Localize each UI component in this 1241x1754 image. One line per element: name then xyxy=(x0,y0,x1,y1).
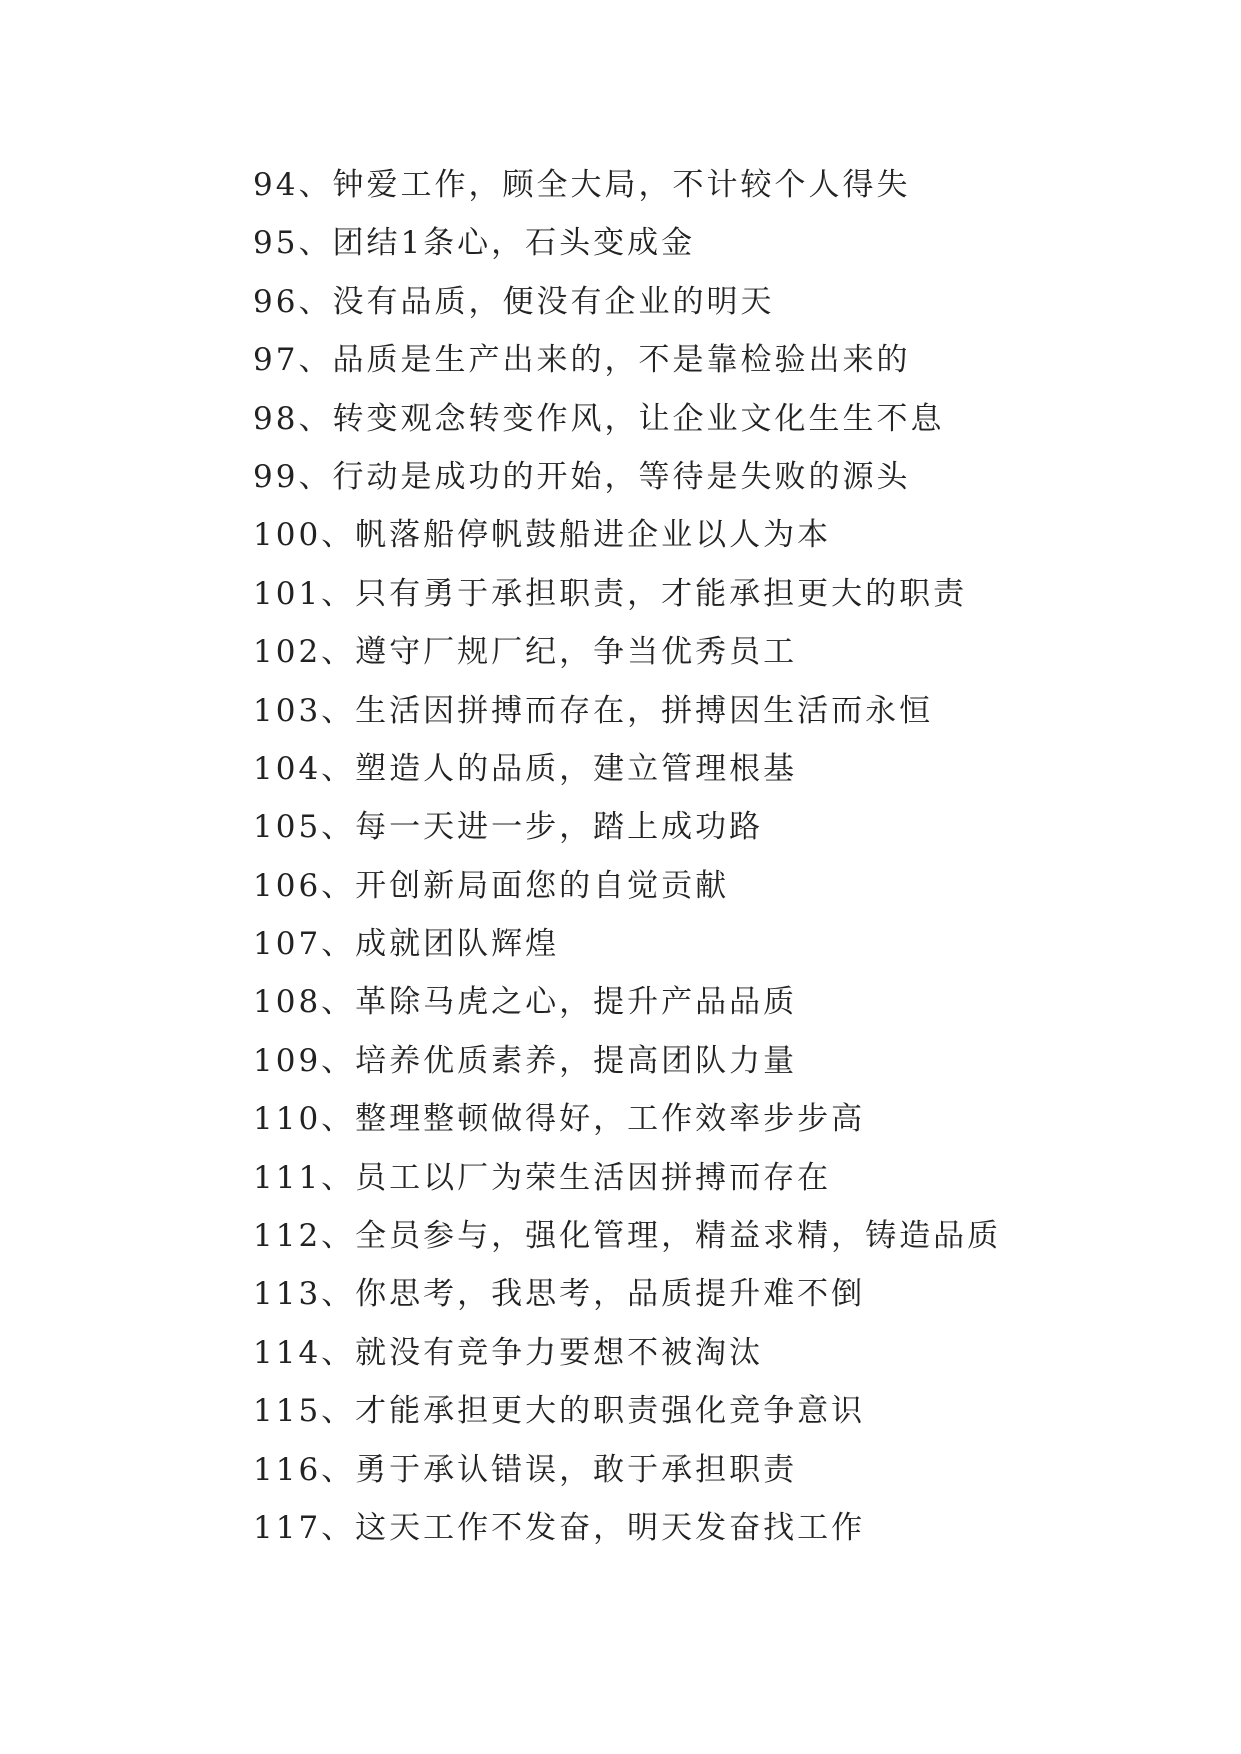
slogan-line-98: 98、转变观念转变作风，让企业文化生生不息 xyxy=(253,400,945,437)
slogan-line-109: 109、培养优质素养，提高团队力量 xyxy=(253,1042,798,1079)
slogan-line-108: 108、革除马虎之心，提升产品品质 xyxy=(253,984,798,1021)
slogan-line-110: 110、整理整顿做得好，工作效率步步高 xyxy=(253,1101,866,1138)
slogan-line-104: 104、塑造人的品质，建立管理根基 xyxy=(253,750,798,787)
slogan-line-113: 113、你思考，我思考，品质提升难不倒 xyxy=(253,1276,866,1313)
slogan-list xyxy=(253,156,1153,1557)
slogan-line-116: 116、勇于承认错误，敢于承担职责 xyxy=(253,1451,798,1488)
slogan-line-115: 115、才能承担更大的职责强化竞争意识 xyxy=(253,1393,866,1430)
slogan-line-111: 111、员工以厂为荣生活因拼搏而存在 xyxy=(253,1159,832,1196)
slogan-line-114: 114、就没有竞争力要想不被淘汰 xyxy=(253,1334,764,1371)
slogan-line-100: 100、帆落船停帆鼓船进企业以人为本 xyxy=(253,517,832,554)
slogan-line-96: 96、没有品质，便没有企业的明天 xyxy=(253,283,775,320)
slogan-line-112: 112、全员参与，强化管理，精益求精，铸造品质 xyxy=(253,1218,1002,1255)
slogan-line-99: 99、行动是成功的开始，等待是失败的源头 xyxy=(253,458,911,495)
slogan-line-94: 94、钟爱工作，顾全大局，不计较个人得失 xyxy=(253,167,911,203)
slogan-line-102: 102、遵守厂规厂纪，争当优秀员工 xyxy=(253,634,798,671)
slogan-line-105: 105、每一天进一步，踏上成功路 xyxy=(253,809,764,846)
slogan-line-103: 103、生活因拼搏而存在，拼搏因生活而永恒 xyxy=(253,692,934,729)
slogan-line-106: 106、开创新局面您的自觉贡献 xyxy=(253,867,730,904)
slogan-line-97: 97、品质是生产出来的，不是靠检验出来的 xyxy=(253,342,911,379)
slogan-line-101: 101、只有勇于承担职责，才能承担更大的职责 xyxy=(253,575,968,612)
slogan-line-117: 117、这天工作不发奋，明天发奋找工作 xyxy=(253,1509,866,1546)
slogan-line-95: 95、团结1条心，石头变成金 xyxy=(253,225,696,262)
slogan-line-107: 107、成就团队辉煌 xyxy=(253,926,560,963)
